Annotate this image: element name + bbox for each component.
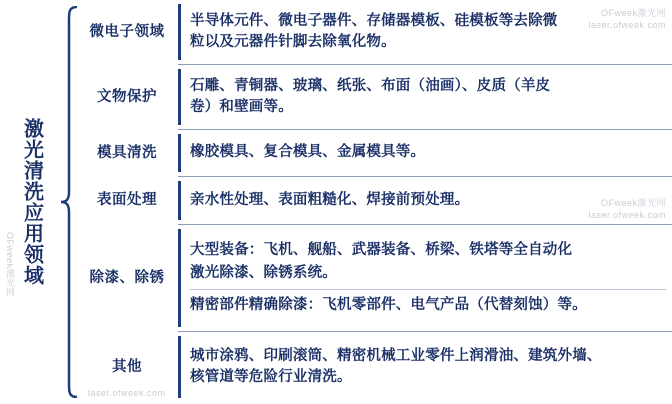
- row-description-cell: [178, 0, 672, 64]
- table-row: [76, 65, 672, 129]
- category-label: 除漆、除锈: [89, 269, 165, 286]
- description-line: 城市涂鸦、印刷滚筒、精密机械工业零件上润滑油、建筑外墙、: [190, 347, 602, 364]
- page-title: 激光清洗应用领域: [20, 118, 43, 286]
- row-category-cell: [76, 0, 178, 64]
- row-description-cell: [178, 332, 672, 402]
- table-row: [76, 225, 672, 331]
- description-line: 粒以及元器件针脚去除氧化物。: [190, 34, 396, 50]
- description-line: 亲水性处理、表面粗糙化、焊接前预处理。: [190, 191, 470, 208]
- watermark-mid-right-url: laser.ofweek.com: [588, 210, 666, 220]
- description-line: 核管道等危险行业清洗。: [190, 369, 352, 385]
- description-line: 石雕、青铜器、玻璃、纸张、布面（油画）、皮质（羊皮: [190, 77, 551, 94]
- row-description-cell: [178, 130, 672, 176]
- description-line: 橡胶模具、复合模具、金属模具等。: [190, 144, 426, 161]
- row-description-cell: [178, 177, 672, 224]
- watermark-top-right-url: laser.ofweek.com: [588, 20, 666, 30]
- row-category-cell: [76, 332, 178, 402]
- description-line: 精密部件精确除漆：飞机零部件、电气产品（代替刻蚀）等。: [190, 296, 587, 313]
- category-label: 微电子领域: [89, 23, 165, 40]
- row-category-cell: [76, 130, 178, 176]
- description-line: 激光除漆、除锈系统。: [190, 265, 337, 282]
- diagram-title-block: [0, 0, 62, 404]
- description-line: 半导体元件、微电子器件、存储器模板、硅模板等去除微: [190, 12, 558, 29]
- row-description-cell: [178, 65, 672, 129]
- rows-container: [76, 0, 672, 404]
- category-label: 其他: [112, 358, 142, 375]
- row-divider: [178, 134, 181, 172]
- table-row: [76, 0, 672, 64]
- sub-block-separator: [190, 289, 666, 290]
- row-divider: [178, 4, 181, 60]
- description-line: 大型装备：飞机、舰船、武器装备、桥梁、铁塔等全自动化: [190, 242, 573, 259]
- table-row: [76, 332, 672, 402]
- row-divider: [178, 69, 181, 125]
- category-label: 表面处理: [97, 192, 157, 209]
- table-row: [76, 177, 672, 224]
- watermark-bottom-left-url: laser.ofweek.com: [88, 388, 166, 398]
- watermark-mid-right: OFweek激光网: [600, 198, 666, 208]
- watermark-top-right: OFweek激光网: [600, 8, 666, 18]
- row-category-cell: [76, 65, 178, 129]
- table-row: [76, 130, 672, 176]
- row-category-cell: [76, 225, 178, 331]
- category-label: 模具清洗: [97, 144, 157, 161]
- row-description-cell: [178, 225, 672, 331]
- row-divider: [178, 336, 181, 398]
- row-divider: [178, 181, 181, 220]
- watermark-left-vertical: OFweek激光网: [5, 232, 15, 298]
- description-line: 卷）和壁画等。: [190, 99, 293, 115]
- row-category-cell: [76, 177, 178, 224]
- row-divider: [178, 229, 181, 327]
- category-label: 文物保护: [97, 88, 157, 105]
